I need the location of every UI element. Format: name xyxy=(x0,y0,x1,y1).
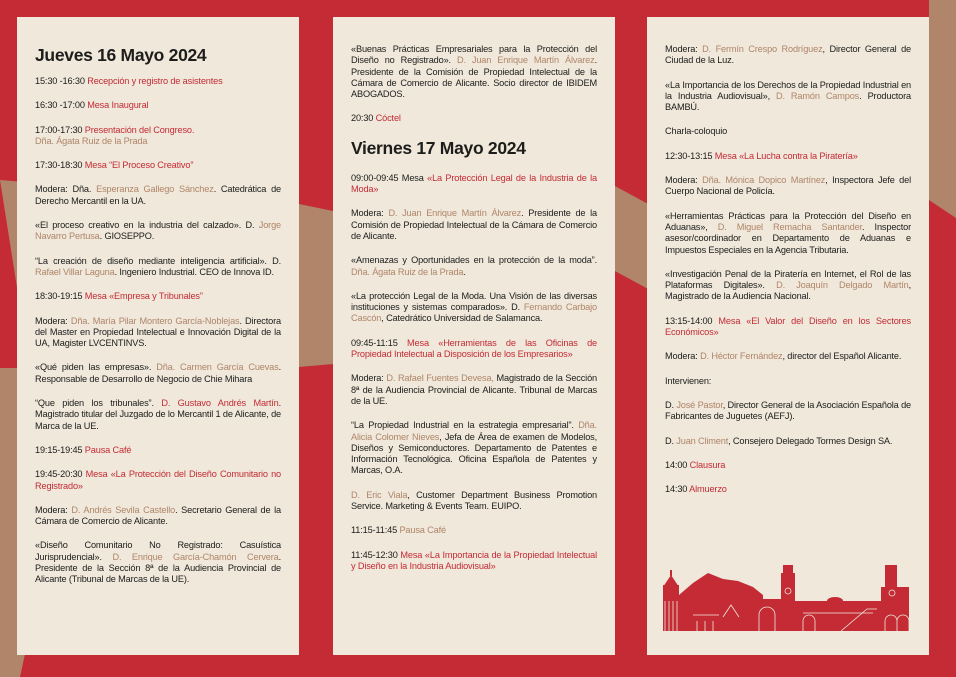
schedule-item: 09:45-11:15 Mesa «Herramientas de las Oficinas de Propiedad Intelectual a Disposición de los Empresarios» xyxy=(351,337,597,360)
panel-middle xyxy=(333,17,615,655)
speaker-item: «Herramientas Prácticas para la Protección del Diseño en Aduanas», D. Miguel Remacha Santander. Inspector asesor/coordinador en Departamento de Aduanas e Impuestos Especiales en la Agencia Tributaria. xyxy=(665,210,911,255)
day-heading: Jueves 16 Mayo 2024 xyxy=(35,45,207,65)
speaker-item: Modera: D. Fermín Crespo Rodríguez, Director General de Ciudad de la Luz. xyxy=(665,44,911,66)
speaker-item: D. Juan Climent, Consejero Delegado Tormes Design SA. xyxy=(665,435,893,446)
speaker-item: “La Propiedad Industrial en la estrategia empresarial”. Dña. Alicia Colomer Nieves, Jefa de Área de examen de Modelos, Diseños y Semiconductores. Departamento de Patentes e Información Tecnológica. Oficina Española de Patentes y Marcas, O.A. xyxy=(351,420,598,476)
speaker-item: «Diseño Comunitario No Registrado: Casuística Jurisprudencial». D. Enrique García-Chamón Cervera. Presidente de la Sección 8ª de la Audiencia Provincial de Alicante (Tribunal de Marcas de la UE). xyxy=(35,540,282,585)
speaker-item: Modera: D. Héctor Fernández, director del Español Alicante. xyxy=(665,351,902,362)
speaker-item: «Investigación Penal de la Piratería en Internet, el Rol de las Plataformas Digitales». D. Joaquín Delgado Martín, Magistrado de la Audiencia Nacional. xyxy=(665,268,912,302)
schedule-item: 20:30 Cóctel xyxy=(351,113,401,124)
speaker-item: Modera: Dña. María Pilar Montero García-Noblejas. Directora del Master en Propiedad Intelectual e Innovación Digital de la UA, Magister LVCENTINVS. xyxy=(35,315,281,349)
tan-shape-far-right xyxy=(929,0,956,218)
speaker-item: «La protección Legal de la Moda. Una Visión de las diversas instituciones y sistemas comparados». D. Fernando Carbajo Cascón, Catedrático Universidad de Salamanca. xyxy=(351,290,597,324)
speaker-item: «Qué piden las empresas». Dña. Carmen García Cuevas. Responsable de Desarrollo de Negocio de Chie Mihara xyxy=(35,362,281,384)
panel-thursday xyxy=(17,17,299,655)
schedule-item: 14:30 Almuerzo xyxy=(665,484,727,495)
speaker-item: «Buenas Prácticas Empresariales para la Protección del Diseño no Registrado». D. Juan Enrique Martín Álvarez. Presidente de la Comisión de Propiedad Intelectual de la Cámara de Comercio de Alicante. Socio director de IBIDEM ABOGADOS. xyxy=(351,44,597,100)
speaker-item: Modera: Dña. Esperanza Gallego Sánchez. Catedrática de Derecho Mercantil en la UA. xyxy=(35,184,281,206)
schedule-item: 18:30-19:15 Mesa «Empresa y Tribunales” xyxy=(35,291,203,302)
speaker-item: Modera: Dña. Mónica Dopico Martínez, Inspectora Jefe del Cuerpo Nacional de Policía. xyxy=(665,175,911,197)
schedule-item: 16:30 -17:00 Mesa Inaugural xyxy=(35,100,149,111)
schedule-item: 17:30-18:30 Mesa “El Proceso Creativo” xyxy=(35,160,194,171)
schedule-item: 19:45-20:30 Mesa «La Protección del Diseño Comunitario no Registrado» xyxy=(35,469,281,491)
note-item: Charla-coloquio xyxy=(665,126,728,137)
day-heading: Viernes 17 Mayo 2024 xyxy=(351,137,526,158)
tan-shape-middle-gap xyxy=(299,204,333,367)
note-item: Intervienen: xyxy=(665,375,712,386)
speaker-item: Modera: D. Juan Enrique Martín Álvarez. Presidente de la Comisión de Propiedad Intelectual de la Cámara de Comercio de Alicante. xyxy=(351,208,597,241)
panel-friday-continued xyxy=(647,17,929,655)
schedule-item: 12:30-13:15 Mesa «La Lucha contra la Piratería» xyxy=(665,150,858,161)
speaker-item: D. José Pastor, Director General de la Asociación Española de Fabricantes de Juguetes (AEFJ). xyxy=(665,399,911,422)
schedule-item: 17:00-17:30 Presentación del Congreso. Dña. Ágata Ruiz de la Prada xyxy=(35,124,195,146)
schedule-item: 15:30 -16:30 Recepción y registro de asistentes xyxy=(35,76,223,86)
speaker-item: Modera: D. Andrés Sevila Castello. Secretario General de la Cámara de Comercio de Alicante. xyxy=(35,504,281,527)
city-skyline-icon xyxy=(663,565,911,631)
speaker-item: “La creación de diseño mediante inteligencia artificial». D. Rafael Villar Laguna. Ingeniero Industrial. CEO de Innova ID. xyxy=(35,255,281,277)
speaker-item: “Que piden los tribunales”. D. Gustavo Andrés Martín. Magistrado titular del Juzgado de lo Mercantil 1 de Alicante, de Marca de la UE. xyxy=(35,398,281,431)
schedule-item: 13:15-14:00 Mesa «El Valor del Diseño en los Sectores Económicos» xyxy=(665,315,911,338)
schedule-item: 14:00 Clausura xyxy=(665,459,726,470)
speaker-item: «La Importancia de los Derechos de la Propiedad Industrial en la Industria Audiovisual», D. Ramón Campos. Productora BAMBÚ. xyxy=(665,79,912,113)
schedule-item: 09:00-09:45 Mesa «La Protección Legal de la Industria de la Moda» xyxy=(351,172,597,195)
schedule-item: 11:45-12:30 Mesa «La Importancia de la Propiedad Intelectual y Diseño en la Industria Audiovisual» xyxy=(351,549,597,571)
schedule-item: 19:15-19:45 Pausa Café xyxy=(35,444,132,455)
speaker-item: Modera: D. Rafael Fuentes Devesa, Magistrado de la Sección 8ª de la Audiencia Provincial de Alicante. Tribunal de Marcas de la UE. xyxy=(351,373,597,406)
speaker-item: «Amenazas y Oportunidades en la protección de la moda”. Dña. Ágata Ruiz de la Prada. xyxy=(351,255,597,277)
speaker-item: D. Eric Viala, Customer Department Business Promotion Service. Marketing & Events Team. EUIPO. xyxy=(351,489,597,512)
schedule-item: 11:15-11:45 Pausa Café xyxy=(351,525,446,536)
speaker-item: «El proceso creativo en la industria del calzado». D. Jorge Navarro Pertusa. GIOSEPPO. xyxy=(35,220,281,242)
